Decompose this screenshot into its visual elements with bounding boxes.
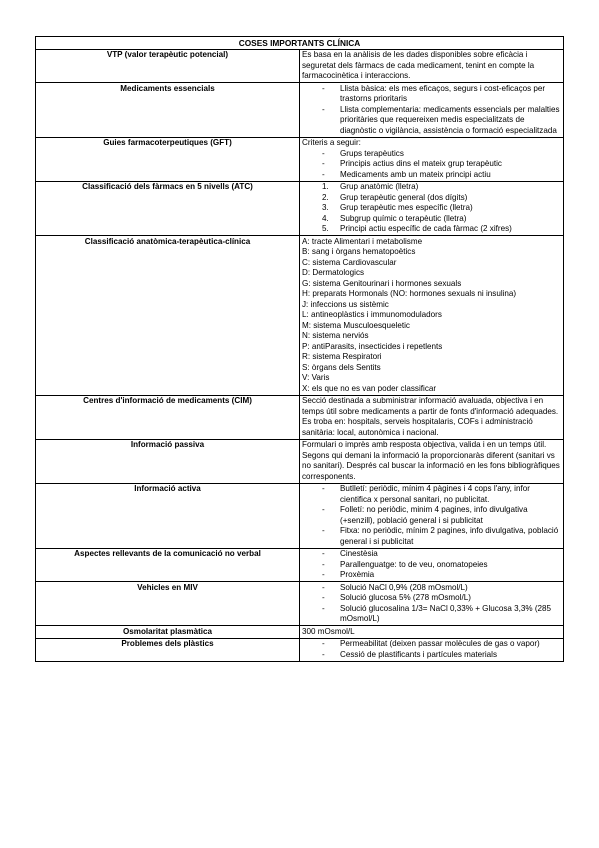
list-item: - Solució NaCl 0,9% (208 mOsmol/L) (302, 583, 561, 594)
list-intro: Criteris a seguir: (302, 138, 361, 147)
list-item: - Grups terapèutics (302, 149, 561, 160)
list-number: 3. (322, 203, 329, 212)
list-item-text: Grup terapèutic general (dos dígits) (340, 192, 468, 202)
list-item: H: preparats Hormonals (NO: hormones sexuals ni insulina) (302, 289, 517, 298)
table-row (36, 483, 564, 548)
row-label-osmolaritat-plasmatica: Osmolaritat plasmàtica (36, 626, 300, 639)
list-number: 1. (322, 182, 329, 191)
row-content-atc (300, 181, 564, 236)
row-content-informacio-activa (300, 483, 564, 548)
row-label-informacio-activa: Informació activa (36, 483, 300, 548)
row-content-informacio-passiva: Formulari o imprès amb resposta objectiva, valida i en un temps útil. Segons qui demani la informació la proporcionaràs diferent (sanitari vs no sanitari). Després cal buscar la informació en les fons bibliogràfiques corresponents. (300, 439, 564, 483)
list-item (302, 224, 561, 235)
table-title: COSES IMPORTANTS CLÍNICA (36, 37, 564, 50)
numbered-list (302, 182, 561, 235)
row-label-classificacio-anatomica: Classificació anatòmica-terapèutica-clínica (36, 236, 300, 396)
list-item: S: òrgans dels Sentits (302, 362, 381, 372)
row-label-atc: Classificació dels fàrmacs en 5 nivells (ATC) (36, 181, 300, 236)
list-item (302, 193, 561, 204)
row-content-classificacio-anatomica (300, 236, 564, 396)
list-item: L: antineoplàstics i immunomoduladors (302, 310, 442, 319)
list-item-text: Grup terapèutic mes específic (lletra) (340, 203, 473, 212)
list-item (302, 214, 561, 225)
table-row (36, 548, 564, 582)
row-content-comunicacio-no-verbal (300, 548, 564, 582)
row-label-vehicles-miv: Vehicles en MIV (36, 582, 300, 626)
table-row (36, 439, 564, 483)
bullet-list (302, 84, 561, 137)
list-item-text: Principi actiu específic de cada fàrmac (2 xifres) (340, 224, 512, 233)
list-item: - Butlletí: periòdic, mínim 4 pàgines i 4 cops l'any, infor cientifica x personal sanitari, no publicitat. (302, 484, 561, 505)
table-row (36, 83, 564, 138)
table-row (36, 49, 564, 83)
list-item: - Fitxa: no periòdic, mínim 2 pagines, info divulgativa, població general i si publicitat (302, 526, 561, 547)
bullet-list (302, 549, 561, 581)
table-row (36, 236, 564, 396)
table-row (36, 137, 564, 181)
row-label-gft: Guies farmacoterpeutiques (GFT) (36, 137, 300, 181)
clinical-notes-table (35, 36, 564, 662)
row-label-cim: Centres d'informació de medicaments (CIM) (36, 395, 300, 439)
table-row (36, 181, 564, 236)
list-item: - Llista bàsica: els mes eficaços, segurs i cost-eficaços per trastorns prioritaris (302, 84, 561, 105)
list-item: R: sistema Respiratori (302, 352, 382, 361)
list-item: G: sistema Genitourinari i hormones sexuals (302, 278, 462, 288)
row-content-gft (300, 137, 564, 181)
row-content-vehicles-miv (300, 582, 564, 626)
list-item: N: sistema nerviós (302, 331, 369, 340)
row-label-medicaments-essencials: Medicaments essencials (36, 83, 300, 138)
row-label-problemes-plastics: Problemes dels plàstics (36, 638, 300, 661)
list-item: - Cessió de plastificants i partícules materials (302, 650, 561, 661)
row-content-osmolaritat-plasmatica: 300 mOsmol/L (300, 626, 564, 639)
list-item: M: sistema Musculoesqueletic (302, 320, 410, 330)
list-item: C: sistema Cardiovascular (302, 257, 397, 267)
row-label-informacio-passiva: Informació passiva (36, 439, 300, 483)
list-item: - Permeabilitat (deixen passar molècules de gas o vapor) (302, 639, 561, 650)
bullet-list (302, 639, 561, 660)
row-content-medicaments-essencials (300, 83, 564, 138)
table-row (36, 626, 564, 639)
row-label-comunicacio-no-verbal: Aspectes rellevants de la comunicació no verbal (36, 548, 300, 582)
list-item: - Principis actius dins el mateix grup terapèutic (302, 159, 561, 170)
bullet-list (302, 484, 561, 547)
row-content-cim: Secció destinada a subministrar informació avaluada, objectiva i en temps útil sobre medicaments a partir de fonts d'informació adequades. Es troba en: hospitals, serveis hospitalaris, COFs i administració sanitària: local, autonòmica i nacional. (300, 395, 564, 439)
list-item-text: Subgrup químic o terapèutic (lletra) (340, 213, 467, 223)
list-item: V: Varis (302, 373, 330, 382)
list-item-text: Grup anatòmic (lletra) (340, 182, 419, 191)
list-item: A: tracte Alimentari i metabolisme (302, 236, 423, 246)
row-content-vtp: Es basa en la anàlisis de les dades disponibles sobre eficàcia i seguretat dels fàrmacs de cada medicament, tenint en compte la farmacocinètica i interaccions. (300, 49, 564, 83)
list-item: - Medicaments amb un mateix principi actiu (302, 170, 561, 181)
row-content-problemes-plastics (300, 638, 564, 661)
table-row (36, 638, 564, 661)
list-item: - Solució glucosalina 1/3= NaCl 0,33% + Glucosa 3,3% (285 mOsmol/L) (302, 604, 561, 625)
list-item: P: antiParasits, insecticides i repetlents (302, 341, 443, 351)
table-title-row (36, 37, 564, 50)
list-item: - Cinestèsia (302, 549, 561, 560)
list-item (302, 203, 561, 214)
list-item: D: Dermatologics (302, 268, 365, 277)
list-item: X: els que no es van poder classificar (302, 383, 437, 393)
list-item: - Parallenguatge: to de veu, onomatopeies (302, 560, 561, 571)
list-item: - Folletí: no periòdic, minim 4 pagines, info divulgativa (+senzill), població general i si publicitat (302, 505, 561, 526)
list-number: 2. (322, 192, 329, 202)
list-number: 4. (322, 213, 329, 223)
table-row (36, 395, 564, 439)
table-row (36, 582, 564, 626)
list-item (302, 182, 561, 193)
row-label-vtp: VTP (valor terapèutic potencial) (36, 49, 300, 83)
list-item: - Proxèmia (302, 570, 561, 581)
list-number: 5. (322, 224, 329, 233)
bullet-list (302, 149, 561, 181)
list-item: B: sang i òrgans hematopoètics (302, 247, 416, 256)
list-item: - Solució glucosa 5% (278 mOsmol/L) (302, 593, 561, 604)
bullet-list (302, 583, 561, 625)
list-item: J: infeccions us sistèmic (302, 299, 389, 309)
list-item: - Llista complementaria: medicaments essencials per malalties prioritàries que requereixen medis especialitzats de diagnòstic o vigilància, assistència o formació especialitzada (302, 105, 561, 137)
